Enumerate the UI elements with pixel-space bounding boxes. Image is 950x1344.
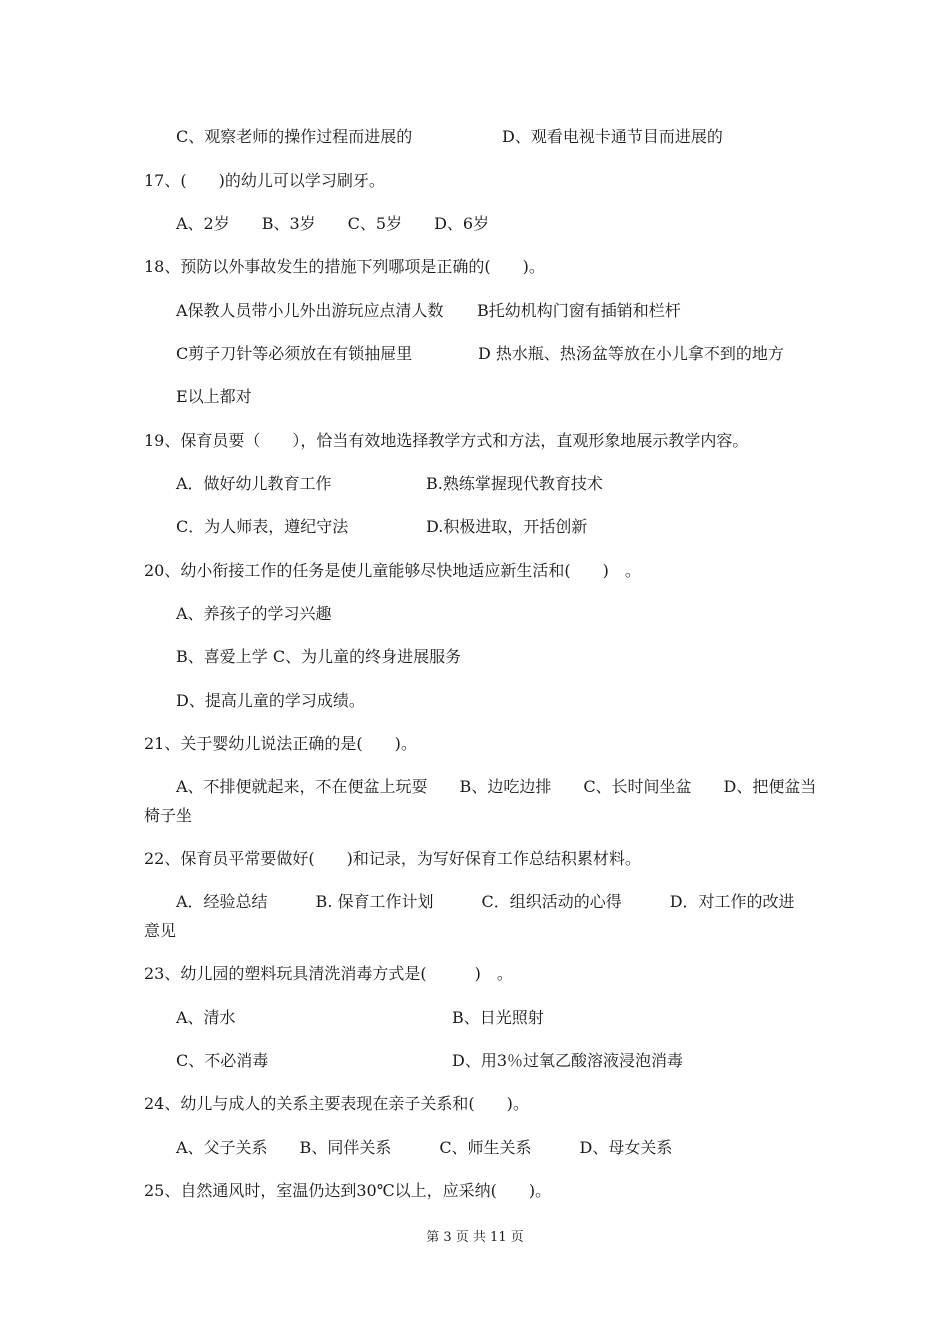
q23-option-c: C、不必消毒 xyxy=(176,1051,269,1070)
q19-option-a: A．做好幼儿教育工作 xyxy=(176,474,332,493)
q20-option-d: D、提高儿童的学习成绩。 xyxy=(176,691,365,710)
q19-option-c: C．为人师表，遵纪守法 xyxy=(176,517,349,536)
q22-stem: 22、保育员平常要做好( )和记录，为写好保育工作总结积累材料。 xyxy=(144,849,641,868)
q25-stem: 25、自然通风时，室温仍达到30℃以上，应采纳( )。 xyxy=(144,1181,552,1200)
q23-option-d: D、用3％过氧乙酸溶液浸泡消毒 xyxy=(452,1051,684,1070)
q18-option-b: B托幼机构门窗有插销和栏杆 xyxy=(477,301,681,320)
q22-options-line2: 意见 xyxy=(144,921,177,940)
q20-option-bc: B、喜爱上学 C、为儿童的终身进展服务 xyxy=(176,647,462,666)
q21-options-line2: 椅子坐 xyxy=(144,806,193,825)
q20-stem: 20、幼小衔接工作的任务是使儿童能够尽快地适应新生活和( ) 。 xyxy=(144,561,641,580)
q21-options-line1: A、不排便就起来，不在便盆上玩耍 B、边吃边排 C、长时间坐盆 D、把便盆当 xyxy=(176,777,817,796)
q18-option-e: E以上都对 xyxy=(176,387,252,406)
q17-options: A、2岁 B、3岁 C、5岁 D、6岁 xyxy=(176,214,490,233)
q23-option-a: A、清水 xyxy=(176,1008,236,1027)
q21-stem: 21、关于婴幼儿说法正确的是( )。 xyxy=(144,734,417,753)
q19-option-d: D.积极进取，开括创新 xyxy=(426,517,588,536)
q23-option-b: B、日光照射 xyxy=(452,1008,544,1027)
q18-option-d: D 热水瓶、热汤盆等放在小儿拿不到的地方 xyxy=(478,344,784,363)
q23-stem: 23、幼儿园的塑料玩具清洗消毒方式是( ) 。 xyxy=(144,964,513,983)
q16-option-d: D、观看电视卡通节目而进展的 xyxy=(502,127,723,146)
page-number: 第 3 页 共 11 页 xyxy=(426,1230,524,1245)
q18-stem: 18、预防以外事故发生的措施下列哪项是正确的( )。 xyxy=(144,257,545,276)
q18-option-a: A保教人员带小儿外出游玩应点清人数 xyxy=(176,301,444,320)
q20-option-a: A、养孩子的学习兴趣 xyxy=(176,604,332,623)
q19-option-b: B.熟练掌握现代教育技术 xyxy=(426,474,603,493)
q22-options-line1: A．经验总结 B. 保育工作计划 C．组织活动的心得 D．对工作的改进 xyxy=(176,892,795,911)
q19-stem: 19、保育员要（ ），恰当有效地选择教学方式和方法，直观形象地展示教学内容。 xyxy=(144,431,749,450)
q24-stem: 24、幼儿与成人的关系主要表现在亲子关系和( )。 xyxy=(144,1094,529,1113)
q16-option-c: C、观察老师的操作过程而进展的 xyxy=(176,127,413,146)
q24-options: A、父子关系 B、同伴关系 C、师生关系 D、母女关系 xyxy=(176,1138,673,1157)
q17-stem: 17、( )的幼儿可以学习刷牙。 xyxy=(144,171,385,190)
q18-option-c: C剪子刀针等必须放在有锁抽屉里 xyxy=(176,344,413,363)
